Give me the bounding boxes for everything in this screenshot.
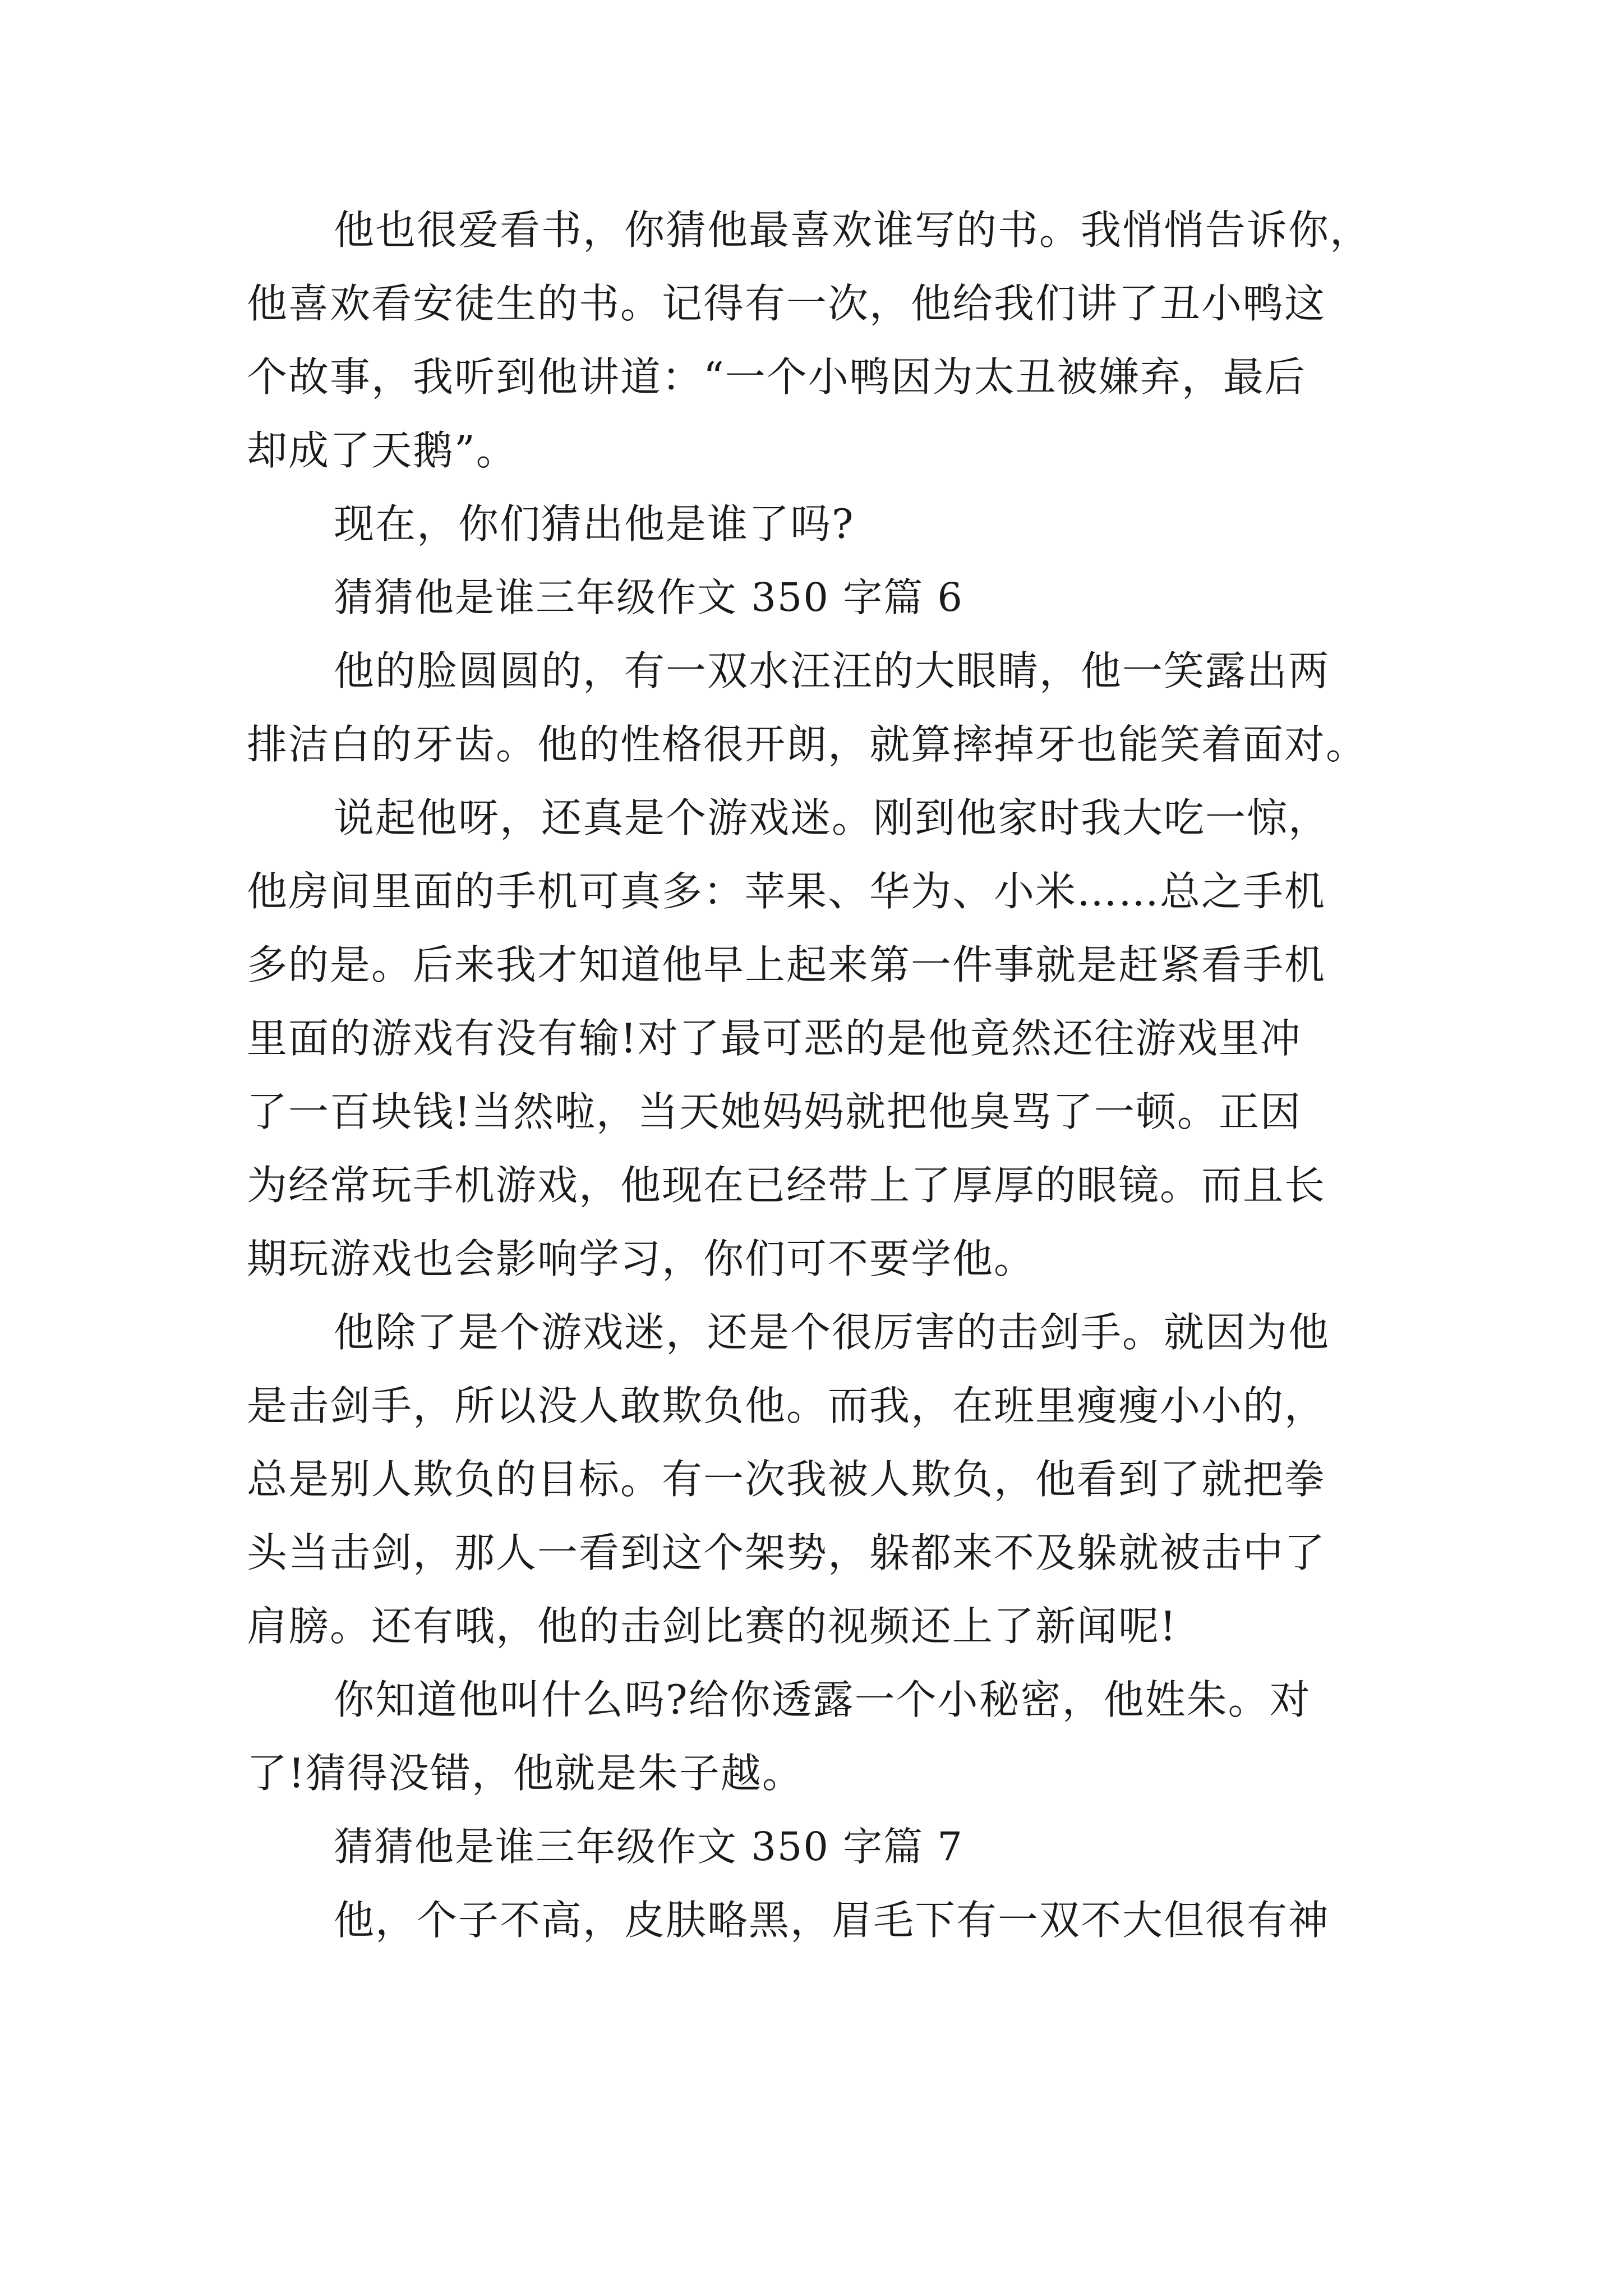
paragraph-line: 你知道他叫什么吗?给你透露一个小秘密，他姓朱。对 [334,1676,1311,1723]
paragraph-line: 头当击剑，那人一看到这个架势，躲都来不及躲就被击中了 [247,1529,1326,1576]
paragraph-line: 了!猜得没错，他就是朱子越。 [247,1750,804,1797]
paragraph-line: 他也很爱看书，你猜他最喜欢谁写的书。我悄悄告诉你， [334,206,1372,254]
paragraph-line: 排洁白的牙齿。他的性格很开朗，就算摔掉牙也能笑着面对。 [247,721,1368,768]
paragraph-line: 说起他呀，还真是个游戏迷。刚到他家时我大吃一惊， [334,794,1330,841]
paragraph-line: 他喜欢看安徒生的书。记得有一次，他给我们讲了丑小鸭这 [247,280,1326,327]
paragraph-line: 他除了是个游戏迷，还是个很厉害的击剑手。就因为他 [334,1309,1330,1356]
document-body [247,194,1385,1957]
paragraph-line: 里面的游戏有没有输!对了最可恶的是他竟然还往游戏里冲 [247,1015,1302,1062]
paragraph-line: 个故事，我听到他讲道：“一个小鸭因为太丑被嫌弃，最后 [247,353,1306,401]
paragraph-line: 肩膀。还有哦，他的击剑比赛的视频还上了新闻呢! [247,1603,1177,1650]
section-heading: 猜猜他是谁三年级作文 350 字篇 6 [334,574,963,620]
paragraph-line: 现在，你们猜出他是谁了吗? [334,500,855,547]
paragraph-line: 却成了天鹅”。 [247,427,518,474]
paragraph-line: 他房间里面的手机可真多：苹果、华为、小米……总之手机 [247,868,1326,915]
paragraph-line: 为经常玩手机游戏，他现在已经带上了厚厚的眼镜。而且长 [247,1162,1326,1209]
paragraph-line: 是击剑手，所以没人敢欺负他。而我，在班里瘦瘦小小的， [247,1382,1326,1429]
paragraph-line: 他的脸圆圆的，有一双水汪汪的大眼睛，他一笑露出两 [334,647,1330,694]
paragraph-line: 期玩游戏也会影响学习，你们可不要学他。 [247,1235,1036,1282]
paragraph-line: 他，个子不高，皮肤略黑，眉毛下有一双不大但很有神 [334,1897,1330,1944]
paragraph-line: 总是别人欺负的目标。有一次我被人欺负，他看到了就把拳 [247,1456,1326,1503]
section-heading: 猜猜他是谁三年级作文 350 字篇 7 [334,1824,963,1870]
paragraph-line: 多的是。后来我才知道他早上起来第一件事就是赶紧看手机 [247,941,1326,988]
paragraph-line: 了一百块钱!当然啦，当天她妈妈就把他臭骂了一顿。正因 [247,1088,1302,1135]
